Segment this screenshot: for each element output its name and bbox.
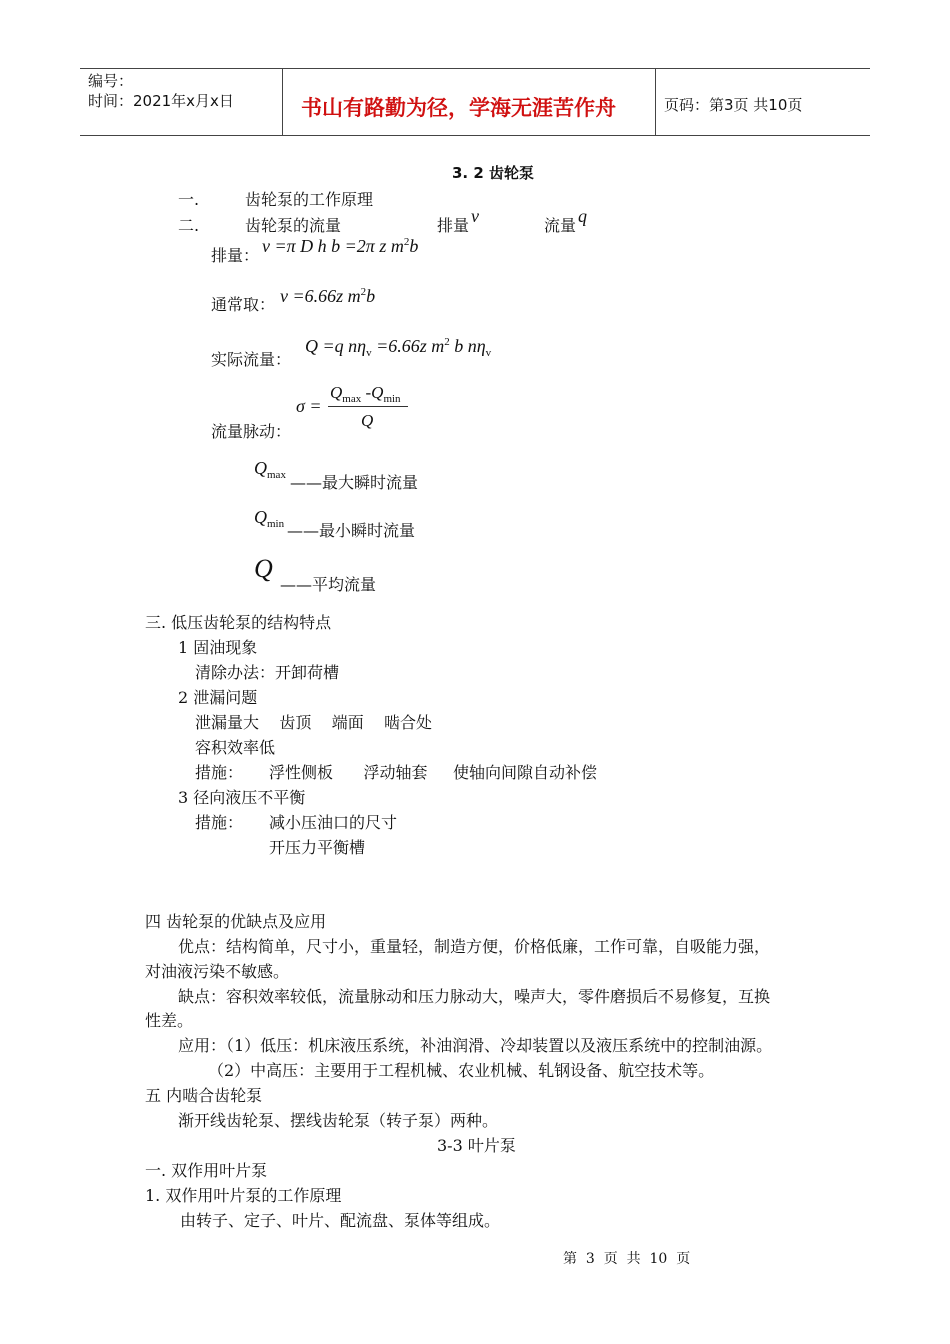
section4-dis-line2: 性差。 [145,1011,194,1030]
header-page: 页码：第3页 共10页 [664,96,803,114]
formula-actual: Q =q $n\eta_v =6.66z$ $m^2$ b $n\eta_v$ [305,336,492,359]
header-code-label: 编号： [88,72,134,90]
section3-p3: 3 径向液压不平衡 [178,788,306,807]
vane-title: 3-3 叶片泵 [437,1136,516,1155]
vane-heading2: 1. 双作用叶片泵的工作原理 [145,1186,342,1205]
legend-qmin-symbol: $Q_{min}$ [254,507,285,530]
formula-typical-label: 通常取： [211,295,276,314]
section5-text: 渐开线齿轮泵、摆线齿轮泵（转子泵）两种。 [178,1111,499,1130]
item-one-text: 齿轮泵的工作原理 [245,190,374,209]
item-one-number: 一. [178,190,200,209]
formula-pulse-label: 流量脉动： [211,422,292,441]
section4-dis-line1: 缺点：容积效率较低，流量脉动和压力脉动大，噪声大，零件磨损后不易修复，互换 [178,987,771,1006]
formula-displacement: v =π D h b =2π z $m^2b$ [262,236,419,256]
section4-heading: 四 齿轮泵的优缺点及应用 [145,912,327,931]
section3-p2c-label: 措施： [195,763,244,782]
legend-q-desc: ——平均流量 [280,575,377,594]
vane-heading1: 一. 双作用叶片泵 [145,1161,268,1180]
section3-p2b: 容积效率低 [195,738,276,757]
displacement-symbol: v [471,206,479,226]
section5-heading: 五 内啮合齿轮泵 [145,1086,263,1105]
section3-p2c-text: 浮性侧板 浮动轴套 使轴向间隙自动补偿 [269,763,597,782]
section4-app-line2: （2）中高压：主要用于工程机械、农业机械、轧钢设备、航空技术等。 [208,1061,715,1080]
section3-p3a-label: 措施： [195,813,244,832]
section3-p2: 2 泄漏问题 [178,688,258,707]
formula-displacement-label: 排量： [211,246,260,265]
section3-p1: 1 固油现象 [178,638,258,657]
section3-heading: 三. 低压齿轮泵的结构特点 [145,613,332,632]
formula-sigma: σ = [296,396,322,416]
legend-qmin-desc: ——最小瞬时流量 [287,521,416,540]
vane-text: 由转子、定子、叶片、配流盘、泵体等组成。 [180,1211,501,1230]
item-two-text: 齿轮泵的流量 [245,216,342,235]
section4-app-line1: 应用：（1）低压：机床液压系统，补油润滑、冷却装置以及液压系统中的控制油源。 [178,1036,773,1055]
fraction-bar [328,406,408,407]
formula-typical: v =6.66z $m^2b$ [280,286,376,306]
section3-p3a-text: 减小压油口的尺寸 [269,813,398,832]
legend-qmax-desc: ——最大瞬时流量 [290,473,419,492]
legend-q-symbol: Q [254,554,273,583]
header-time: 时间：2021年x月x日 [88,92,234,110]
header-motto: 书山有路勤为径，学海无涯苦作舟 [301,96,616,120]
section4-adv-line1: 优点：结构简单，尺寸小，重量轻，制造方便，价格低廉，工作可靠，自吸能力强， [178,937,771,956]
legend-qmax-symbol: $Q_{max}$ [254,458,286,481]
formula-actual-label: 实际流量： [211,350,292,369]
section4-adv-line2: 对油液污染不敏感。 [145,962,290,981]
section3-p1a: 清除办法：开卸荷槽 [195,663,340,682]
section-title: 3. 2 齿轮泵 [452,164,535,182]
flow-symbol: q [578,206,587,226]
flow-label: 流量 [544,216,577,235]
page-footer: 第 3 页 共 10 页 [563,1251,691,1267]
section3-p2a: 泄漏量大 齿顶 端面 啮合处 [195,713,433,732]
formula-denominator: Q [361,411,374,430]
displacement-label: 排量 [437,216,470,235]
item-two-number: 二. [178,216,200,235]
formula-numerator: $Q_{max}$ $-Q_{min}$ [330,383,401,405]
section3-p3b-text: 开压力平衡槽 [269,838,366,857]
